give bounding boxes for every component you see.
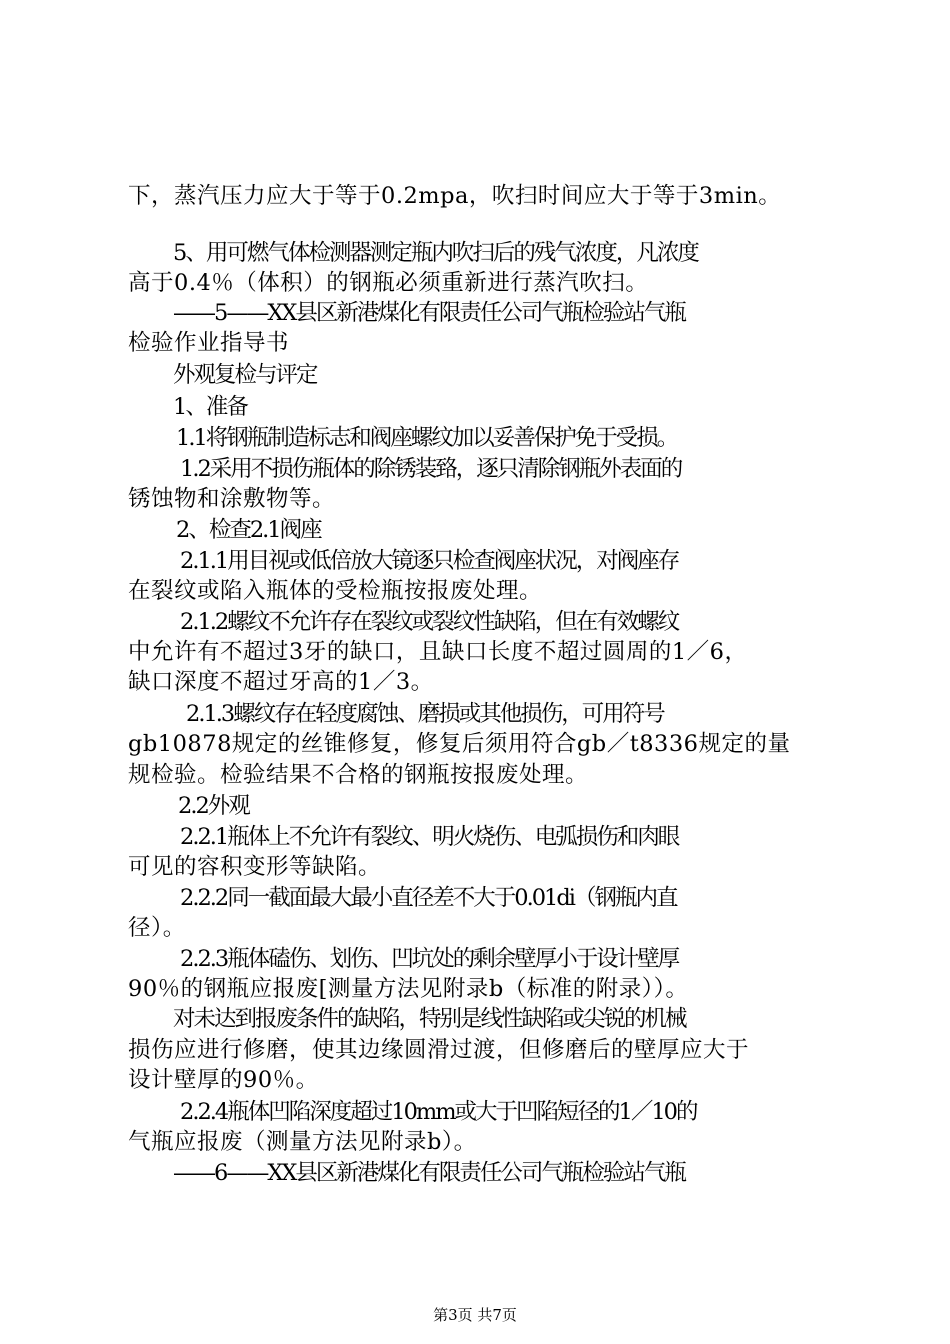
text-line: 2.1.2螺纹不允许存在裂纹或裂纹性缺陷，但在有效螺纹 [180,609,679,635]
page-footer: 第3页 共7页 [433,1306,517,1324]
text-line: 2.2.3瓶体磕伤、划伤、凹坑处的剩余壁厚小于设计壁厚 [180,946,679,972]
text-line: 2.1.1用目视或低倍放大镜逐只检查阀座状况，对阀座存 [180,548,679,574]
section-heading: 外观复检与评定 [173,362,317,388]
text-line: 缺口深度不超过牙高的1／3。 [128,669,434,695]
text-line: 检验作业指导书 [128,330,290,356]
section-heading: 2、检查2.1阀座 [176,517,321,543]
text-line: 90％的钢瓶应报废[测量方法见附录b（标准的附录））。 [128,976,689,1002]
text-line: 1.2采用不损伤瓶体的除锈装臵，逐只清除钢瓶外表面的 [180,456,682,482]
text-line: 5、用可燃气体检测器测定瓶内吹扫后的残气浓度，凡浓度 [173,240,698,266]
text-line: 可见的容积变形等缺陷。 [128,854,382,880]
text-line: 锈蚀物和涂敷物等。 [128,486,336,512]
text-line: 2.2.1瓶体上不允许有裂纹、明火烧伤、电弧损伤和肉眼 [180,824,679,850]
text-line: 规检验。检验结果不合格的钢瓶按报废处理。 [128,762,589,788]
text-line: 2.2.2同一截面最大最小直径差不大于0.01di（钢瓶内直 [180,885,677,911]
text-line: 高于0.4％（体积）的钢瓶必须重新进行蒸汽吹扫。 [128,270,649,296]
text-line: 中允许有不超过3牙的缺口，且缺口长度不超过圆周的1／6， [128,639,748,665]
section-heading: 1、准备 [173,394,247,420]
text-line: 2.1.3螺纹存在轻度腐蚀、磨损或其他损伤，可用符号 [186,701,664,727]
text-line: ——5——XX县区新港煤化有限责任公司气瓶检验站气瓶 [173,300,685,326]
text-line: 在裂纹或陷入瓶体的受检瓶按报废处理。 [128,578,543,604]
text-line: 气瓶应报废（测量方法见附录b）。 [128,1129,477,1155]
text-line: 损伤应进行修磨，使其边缘圆滑过渡，但修磨后的壁厚应大于 [128,1037,750,1063]
text-line: 下，蒸汽压力应大于等于0.2mpa，吹扫时间应大于等于3min。 [128,183,782,209]
text-line: gb10878规定的丝锥修复，修复后须用符合gb／t8336规定的量 [128,731,791,757]
text-line: 2.2.4瓶体凹陷深度超过10mm或大于凹陷短径的1／10的 [180,1099,697,1125]
text-line: ——6——XX县区新港煤化有限责任公司气瓶检验站气瓶 [173,1160,685,1186]
section-heading: 2.2外观 [178,793,249,819]
text-line: 1.1将钢瓶制造标志和阀座螺纹加以妥善保护免于受损。 [176,425,678,451]
text-line: 设计壁厚的90％。 [128,1067,319,1093]
text-line: 对未达到报废条件的缺陷，特别是线性缺陷或尖锐的机械 [173,1006,686,1032]
text-line: 径）。 [128,915,186,941]
